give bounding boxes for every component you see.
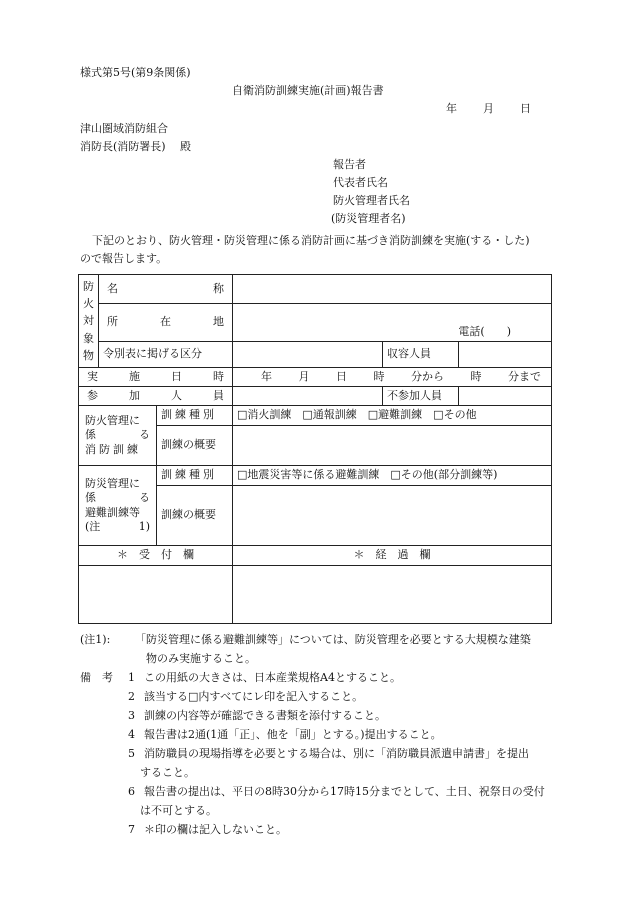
fire-training-type-label: 訓練種別 bbox=[157, 406, 233, 426]
organization: 津山圏域消防組合 bbox=[80, 122, 168, 135]
phone-label: 電話( ) bbox=[458, 324, 511, 338]
reception-field[interactable] bbox=[79, 566, 233, 624]
progress-field[interactable] bbox=[233, 566, 552, 624]
remarks-item-5: 5 消防職員の現場指導を必要とする場合は、別に「消防職員派遣申請書」を提出 すること。 bbox=[128, 747, 529, 779]
date-field[interactable]: 年 月 日 時 分から 時 分まで bbox=[233, 368, 552, 387]
disaster-manager-name-label: (防災管理者名) bbox=[331, 212, 406, 225]
fire-training-type-options[interactable]: □消火訓練 □通報訓練 □避難訓練 □その他 bbox=[233, 406, 552, 426]
disaster-training-type-options[interactable]: □地震災害等に係る避難訓練 □その他(部分訓練等) bbox=[233, 466, 552, 486]
absent-label: 不参加人員 bbox=[383, 387, 459, 406]
fire-training-summary-label: 訓練の概要 bbox=[157, 426, 233, 466]
remarks-item-6: 6 報告書の提出は、平日の8時30分から17時15分までとして、土日、祝祭日の受付 は不可とする。 bbox=[128, 785, 545, 817]
disaster-training-summary-label: 訓練の概要 bbox=[157, 486, 233, 546]
date-day: 日 bbox=[520, 102, 531, 115]
chief-title: 消防長(消防署長) bbox=[80, 140, 166, 153]
name-field[interactable] bbox=[233, 275, 552, 304]
absent-field[interactable] bbox=[459, 387, 552, 406]
disaster-training-section-header: 防災管理に 係 る 避難訓練等 (注 1) bbox=[79, 466, 157, 546]
note-1: (注1): 「防災管理に係る避難訓練等」については、防災管理を必要とする大規模な建築 物のみ実施すること。 bbox=[80, 633, 531, 665]
remarks-item-1: 備 考 1 この用紙の大きさは、日本産業規格A4とすること。 bbox=[80, 671, 401, 684]
honorific: 殿 bbox=[180, 140, 191, 153]
name-label: 名 称 bbox=[99, 275, 233, 304]
date-year: 年 bbox=[446, 102, 457, 115]
capacity-label: 収容人員 bbox=[383, 342, 459, 368]
remarks-item-3: 3 訓練の内容等が確認できる書類を添付すること。 bbox=[128, 709, 386, 722]
address-label: 所 在 地 bbox=[99, 304, 233, 342]
remarks-item-7: 7 ＊印の欄は記入しないこと。 bbox=[128, 823, 287, 836]
capacity-field[interactable] bbox=[459, 342, 552, 368]
address-field[interactable] bbox=[233, 304, 552, 342]
remarks-item-4: 4 報告書は2通(1通「正」、他を「副」とする。)提出すること。 bbox=[128, 728, 442, 741]
disaster-training-type-label: 訓練種別 bbox=[157, 466, 233, 486]
category-label: 令別表に掲げる区分 bbox=[99, 342, 233, 368]
date-label: 実 施 日 時 bbox=[79, 368, 233, 387]
disaster-training-summary-field[interactable] bbox=[233, 486, 552, 546]
representative-name-label: 代表者氏名 bbox=[333, 176, 388, 189]
date-month: 月 bbox=[483, 102, 494, 115]
report-form-table bbox=[78, 274, 552, 624]
participants-field[interactable] bbox=[233, 387, 383, 406]
fire-training-section-header: 防火管理に 係 る 消防訓練 bbox=[79, 406, 157, 466]
target-object-header: 防火対象物 bbox=[79, 275, 99, 368]
fire-training-summary-field[interactable] bbox=[233, 426, 552, 466]
category-field[interactable] bbox=[233, 342, 383, 368]
intro-line-2: ので報告します。 bbox=[80, 252, 168, 265]
progress-column-header: ＊ 経 過 欄 bbox=[233, 546, 552, 566]
fire-manager-name-label: 防火管理者氏名 bbox=[333, 194, 410, 207]
form-number: 様式第5号(第9条関係) bbox=[80, 66, 191, 79]
document-title: 自衛消防訓練実施(計画)報告書 bbox=[232, 84, 384, 97]
intro-line-1: 下記のとおり、防火管理・防災管理に係る消防計画に基づき消防訓練を実施(する・した) bbox=[92, 234, 530, 247]
reporter-label: 報告者 bbox=[333, 158, 366, 171]
notes-section bbox=[80, 630, 560, 839]
participants-label: 参 加 人 員 bbox=[79, 387, 233, 406]
reception-column-header: ＊ 受 付 欄 bbox=[79, 546, 233, 566]
remarks-item-2: 2 該当する□内すべてにレ印を記入すること。 bbox=[128, 690, 364, 703]
